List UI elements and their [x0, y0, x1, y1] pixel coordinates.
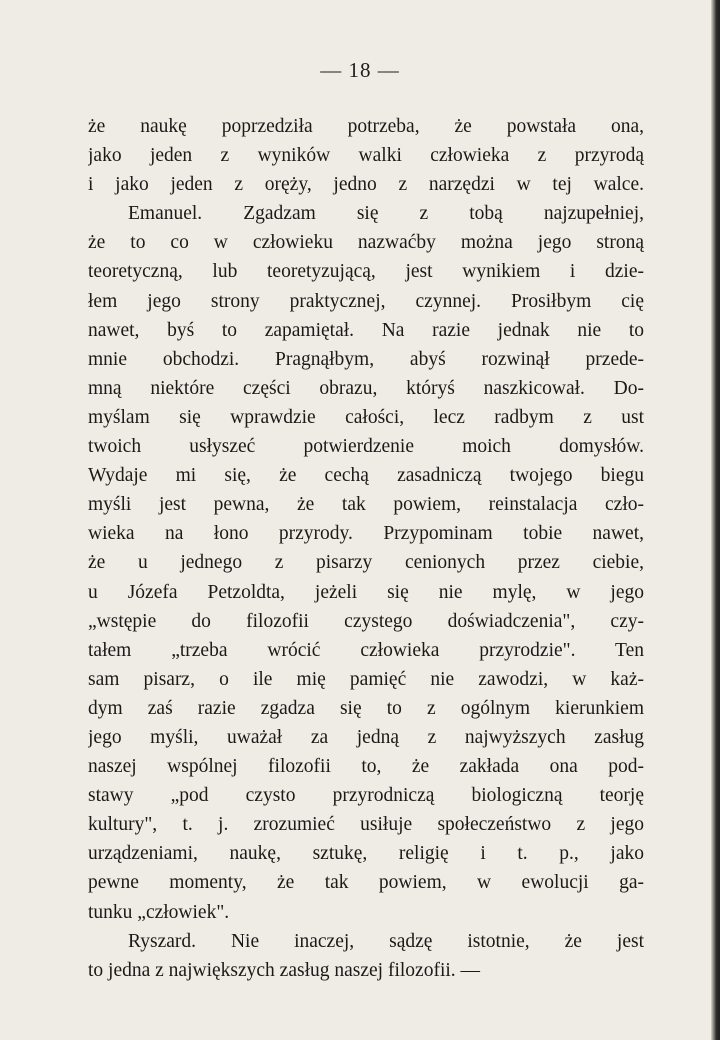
text-line: mnie obchodzi. Pragnąłbym, abyś rozwinął przede-	[88, 348, 644, 370]
text-line: że naukę poprzedziła potrzeba, że powstała ona,	[88, 116, 644, 137]
text-line: kultury", t. j. zrozumieć usiłuje społeczeństwo z jego	[88, 814, 644, 836]
text-line: teoretyczną, lub teoretyzującą, jest wynikiem i dzie-	[88, 261, 644, 283]
text-line: jego myśli, uważał za jedną z najwyższych zasług	[88, 726, 644, 748]
text-line: twoich usłyszeć potwierdzenie moich domysłów.	[88, 436, 644, 458]
text-line: łem jego strony praktycznej, czynnej. Prosiłbym cię	[88, 290, 644, 312]
text-line: sam pisarz, o ile mię pamięć nie zawodzi, w każ-	[88, 668, 644, 690]
text-line: tałem „trzeba wrócić człowieka przyrodzie". Ten	[88, 639, 644, 661]
speaker-line-emanuel: Emanuel. Zgadzam się z tobą najzupełniej,	[128, 203, 644, 225]
text-line: dym zaś razie zgadza się to z ogólnym kierunkiem	[88, 697, 644, 719]
text-line: tunku „człowiek".	[88, 901, 230, 923]
text-line: jako jeden z wyników walki człowieka z przyrodą	[88, 145, 644, 167]
text-line: myśli jest pewna, że tak powiem, reinstalacja czło-	[88, 494, 644, 516]
text-line: i jako jeden z oręży, jedno z narzędzi w tej walce.	[88, 174, 644, 196]
text-line: stawy „pod czysto przyrodniczą biologiczną teorję	[88, 785, 644, 807]
page-text	[88, 112, 644, 985]
page-number: — 18 —	[320, 58, 400, 82]
text-line: że to co w człowieku nazwaćby można jego stroną	[88, 232, 644, 254]
text-line: naszej wspólnej filozofii to, że zakłada ona pod-	[88, 756, 644, 778]
text-line: urządzeniami, naukę, sztukę, religię i t. p., jako	[88, 843, 644, 865]
text-line: nawet, byś to zapamiętał. Na razie jednak nie to	[88, 319, 644, 341]
text-line: to jedna z największych zasług naszej filozofii. —	[88, 959, 481, 981]
text-line: myślam się wprawdzie całości, lecz radbym z ust	[88, 406, 644, 428]
text-line: u Józefa Petzoldta, jeżeli się nie mylę, w jego	[88, 581, 644, 603]
page-binding-edge	[711, 0, 720, 1040]
speaker-line-ryszard: Ryszard. Nie inaczej, sądzę istotnie, że jest	[128, 930, 644, 952]
text-line: „wstępie do filozofii czystego doświadczenia", czy-	[88, 610, 644, 632]
text-line: że u jednego z pisarzy cenionych przez ciebie,	[88, 552, 644, 574]
text-line: Wydaje mi się, że cechą zasadniczą twojego biegu	[88, 465, 644, 487]
text-line: wieka na łono przyrody. Przypominam tobie nawet,	[88, 523, 644, 545]
text-line: pewne momenty, że tak powiem, w ewolucji ga-	[88, 872, 644, 894]
text-line: mną niektóre części obrazu, któryś naszkicował. Do-	[88, 377, 644, 399]
